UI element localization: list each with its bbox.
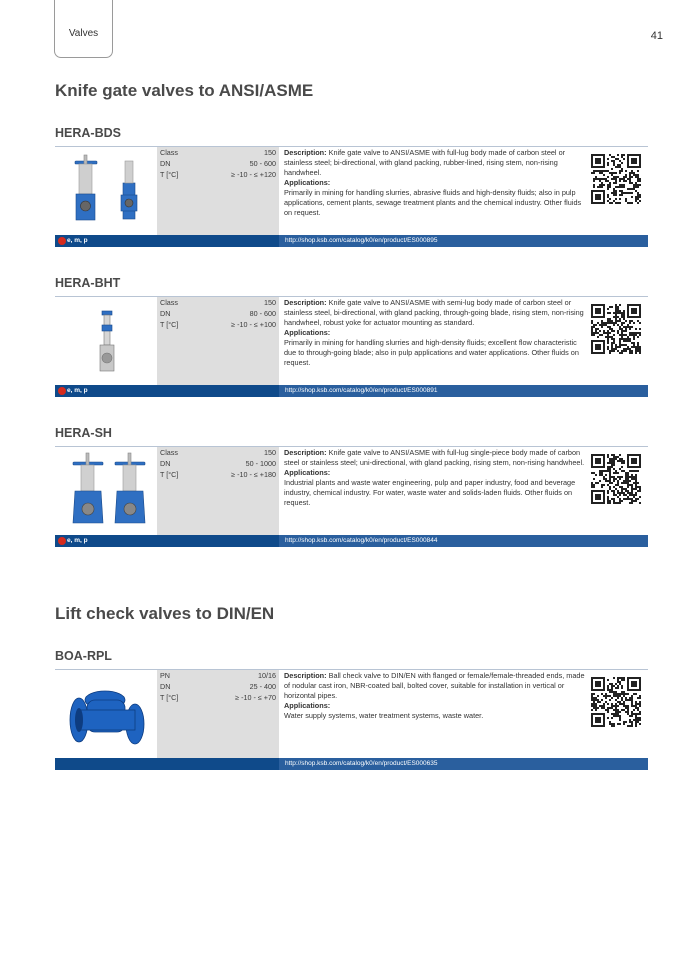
spec-row [157, 692, 279, 703]
product-link-bar [55, 385, 648, 397]
description-label: Description: [284, 671, 327, 680]
spec-key: T [°C] [160, 470, 179, 479]
spec-table [157, 147, 279, 235]
spec-value: ≥ -10 - ≤ +180 [231, 470, 276, 479]
spec-row [157, 319, 279, 330]
spec-row [157, 469, 279, 480]
product-description [284, 671, 586, 721]
page-number: 41 [650, 30, 663, 42]
spec-key: DN [160, 309, 171, 318]
spec-value: ≥ -10 - ≤ +70 [235, 693, 276, 702]
spec-row [157, 308, 279, 319]
chapter-tab-label: Valves [68, 28, 99, 39]
section-title-knife-gate: Knife gate valves to ANSI/ASME [55, 81, 314, 100]
spec-row [157, 447, 279, 458]
product-description [284, 298, 586, 368]
product-name: HERA-BHT [55, 276, 121, 290]
product-tags: e, m, p [67, 387, 88, 394]
spec-key: T [°C] [160, 170, 179, 179]
spec-key: T [°C] [160, 693, 179, 702]
spec-key: Class [160, 298, 178, 307]
spec-value: 150 [264, 448, 276, 457]
product-tags: e, m, p [67, 537, 88, 544]
red-dot-icon [58, 537, 66, 545]
product-link-bar [55, 235, 648, 247]
product-image [55, 147, 157, 235]
description-label: Description: [284, 148, 327, 157]
product-link-bar [55, 758, 648, 770]
applications-text: Primarily in mining for handling slurries, abrasive fluids and high-density fluids; also in pulp applications, cement plants, sewage treatment plants and the chemical industry. Other fluids on request. [284, 188, 582, 217]
qr-code-icon[interactable] [591, 677, 641, 727]
applications-text: Industrial plants and waste water engineering, pulp and paper industry, food and beverage industry, chemical industry. For water, waste water and solids-laden fluids. Other fluids on request. [284, 478, 576, 507]
applications-label: Applications: [284, 701, 331, 710]
spec-value: 150 [264, 298, 276, 307]
product-image [55, 670, 157, 758]
product-url-link[interactable]: http://shop.ksb.com/catalog/k0/en/product/ES000891 [285, 387, 438, 394]
spec-table [157, 670, 279, 758]
description-label: Description: [284, 298, 327, 307]
spec-row [157, 158, 279, 169]
description-text: Knife gate valve to ANSI/ASME with full-lug body made of carbon steel or stainless steel; bi-directional, with gland packing, rubber-lined, rising stem, non-rising handwheel. [284, 148, 566, 177]
spec-value: 10/16 [258, 671, 276, 680]
spec-row [157, 670, 279, 681]
spec-row [157, 458, 279, 469]
product-hera-sh [55, 426, 648, 547]
applications-label: Applications: [284, 468, 331, 477]
description-label: Description: [284, 448, 327, 457]
spec-table [157, 447, 279, 535]
spec-key: DN [160, 459, 171, 468]
product-image [55, 447, 157, 535]
product-link-bar [55, 535, 648, 547]
product-name: BOA-RPL [55, 649, 112, 663]
spec-row [157, 147, 279, 158]
red-dot-icon [58, 387, 66, 395]
description-text: Knife gate valve to ANSI/ASME with semi-lug body made of carbon steel or stainless steel, bi-directional, with gland packing, through-going blade, rising stem, non-rising handwheel, robust yoke for actuator mounting as standard. [284, 298, 584, 327]
red-dot-icon [58, 237, 66, 245]
spec-row [157, 169, 279, 180]
spec-key: T [°C] [160, 320, 179, 329]
product-tags: e, m, p [67, 237, 88, 244]
product-name: HERA-BDS [55, 126, 121, 140]
product-image [55, 297, 157, 385]
product-url-link[interactable]: http://shop.ksb.com/catalog/k0/en/product/ES000635 [285, 760, 438, 767]
section-title-lift-check: Lift check valves to DIN/EN [55, 604, 275, 623]
product-url-link[interactable]: http://shop.ksb.com/catalog/k0/en/product/ES000844 [285, 537, 438, 544]
applications-label: Applications: [284, 328, 331, 337]
spec-key: DN [160, 682, 171, 691]
qr-code-icon[interactable] [591, 454, 641, 504]
spec-key: PN [160, 671, 170, 680]
spec-value: 25 - 400 [249, 682, 276, 691]
spec-row [157, 297, 279, 308]
applications-label: Applications: [284, 178, 331, 187]
spec-value: 50 - 1000 [245, 459, 276, 468]
description-text: Knife gate valve to ANSI/ASME with full-lug single-piece body made of carbon steel or stainless steel; uni-directional, with gland packing, rising stem, non-rising handwheel. [284, 448, 585, 467]
spec-key: DN [160, 159, 171, 168]
spec-value: ≥ -10 - ≤ +100 [231, 320, 276, 329]
product-description [284, 148, 586, 218]
product-url-link[interactable]: http://shop.ksb.com/catalog/k0/en/product/ES000895 [285, 237, 438, 244]
spec-key: Class [160, 148, 178, 157]
spec-value: 80 - 600 [249, 309, 276, 318]
chapter-tab [54, 0, 113, 58]
spec-key: Class [160, 448, 178, 457]
description-text: Ball check valve to DIN/EN with flanged or female/female-threaded ends, made of nodular cast iron, NBR-coated ball, bolted cover, suitable for installation in vertical or horizontal pipes. [284, 671, 585, 700]
product-hera-bht [55, 276, 648, 397]
spec-row [157, 681, 279, 692]
product-hera-bds [55, 126, 648, 247]
product-boa-rpl [55, 649, 648, 770]
spec-table [157, 297, 279, 385]
applications-text: Primarily in mining for handling slurries and high-density fluids; excellent flow characteristic due to through-going blade; also in pulp applications and water applications. Other fluids on request. [284, 338, 579, 367]
applications-text: Water supply systems, water treatment systems, waste water. [284, 711, 484, 720]
spec-value: 50 - 600 [249, 159, 276, 168]
spec-value: ≥ -10 - ≤ +120 [231, 170, 276, 179]
product-name: HERA-SH [55, 426, 112, 440]
qr-code-icon[interactable] [591, 304, 641, 354]
spec-value: 150 [264, 148, 276, 157]
product-description [284, 448, 586, 508]
qr-code-icon[interactable] [591, 154, 641, 204]
